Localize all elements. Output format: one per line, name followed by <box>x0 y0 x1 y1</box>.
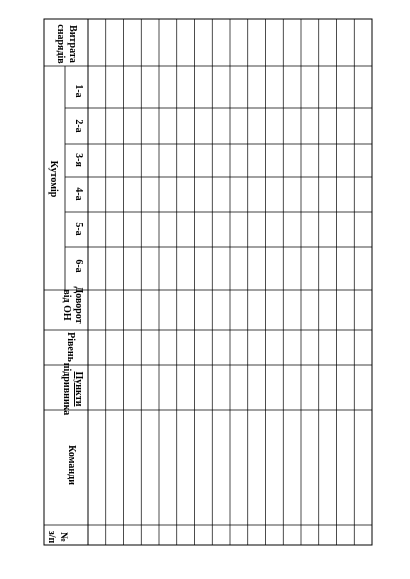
header-ammo <box>55 24 78 64</box>
goniometer-col-1 <box>73 84 84 97</box>
header-number-line1: № <box>58 531 69 543</box>
header-level <box>65 332 76 362</box>
goniometer-column-labels <box>73 84 84 272</box>
header-correction-line2: від ОН <box>61 289 72 321</box>
header-correction <box>61 286 84 323</box>
header-number-line2: з/п <box>46 530 57 544</box>
svg-text:1-а: 1-а <box>73 84 84 98</box>
goniometer-col-4 <box>73 187 84 200</box>
goniometer-col-2 <box>73 119 84 132</box>
table-grid-lines <box>44 19 372 545</box>
svg-text:2-а: 2-а <box>73 119 84 133</box>
goniometer-col-5 <box>73 222 84 235</box>
header-ammo-line1: Витрата <box>67 25 78 63</box>
svg-text:Команди: Команди <box>66 445 77 485</box>
svg-text:Рівень: Рівень <box>65 332 76 362</box>
header-goniometer <box>48 161 59 198</box>
header-aiming-points <box>61 363 84 415</box>
svg-text:5-а: 5-а <box>73 222 84 236</box>
header-correction-line1: Доворот <box>73 286 84 324</box>
svg-text:Кутомір: Кутомір <box>48 160 59 198</box>
header-ammo-line2: снарядів <box>55 24 66 64</box>
header-aiming-points-line2: підривника <box>61 362 72 416</box>
header-aiming-points-line1: Пункти <box>73 371 84 407</box>
svg-text:4-а: 4-а <box>73 187 84 201</box>
header-commands <box>66 445 77 485</box>
svg-text:3-я: 3-я <box>73 153 84 167</box>
table-border <box>44 19 372 545</box>
goniometer-col-6 <box>73 259 84 272</box>
header-number <box>46 531 69 544</box>
svg-text:6-а: 6-а <box>73 259 84 273</box>
goniometer-col-3 <box>73 153 84 167</box>
